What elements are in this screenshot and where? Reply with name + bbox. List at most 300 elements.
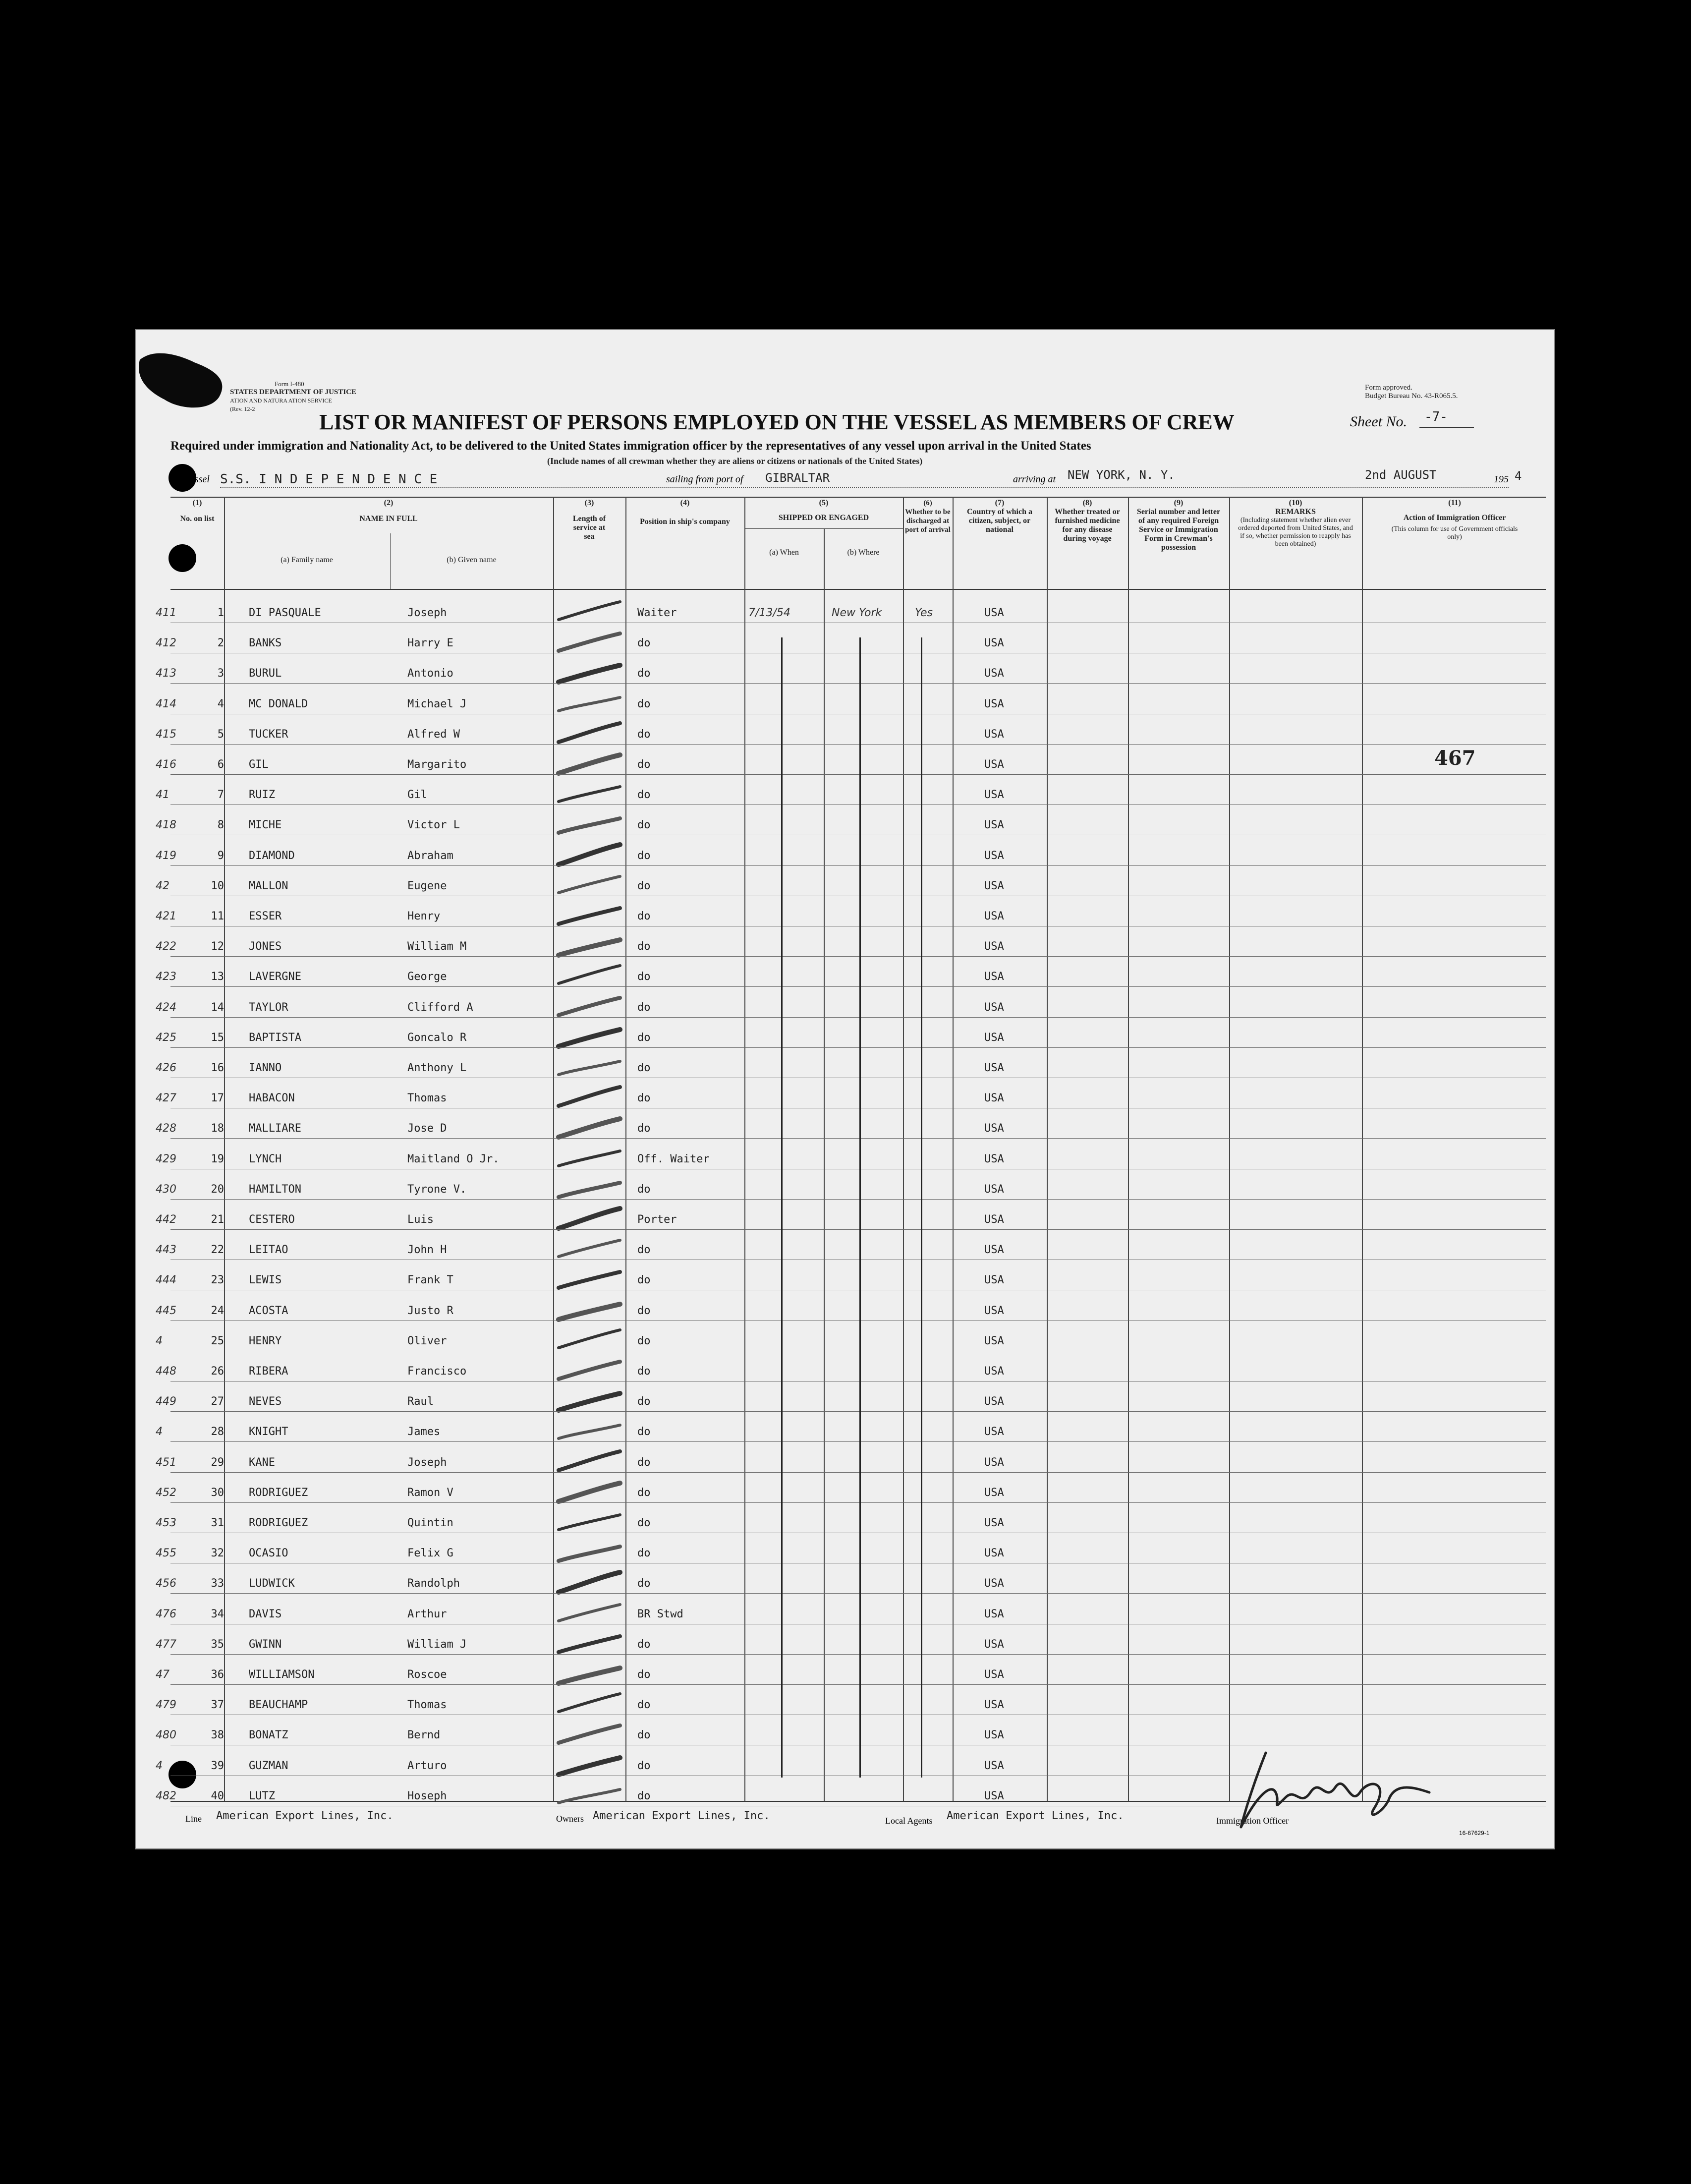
crew-given-name: Victor L xyxy=(407,819,460,832)
crew-given-name: Bernd xyxy=(407,1729,441,1742)
crew-ref-number: 424 xyxy=(156,1001,176,1014)
crew-family-name: LEWIS xyxy=(249,1274,282,1287)
crew-country: USA xyxy=(984,1456,1004,1469)
service-tick-mark xyxy=(555,1296,624,1325)
crew-family-name: LAVERGNE xyxy=(249,971,301,983)
service-tick-mark xyxy=(555,901,624,931)
crew-family-name: GUZMAN xyxy=(249,1759,288,1772)
crew-line-number: 32 xyxy=(211,1547,224,1560)
service-tick-mark xyxy=(555,1751,624,1781)
crew-country: USA xyxy=(984,819,1004,832)
table-row xyxy=(136,780,1554,810)
crew-line-number: 30 xyxy=(211,1486,224,1499)
crew-given-name: Joseph xyxy=(407,1456,447,1469)
crew-line-number: 37 xyxy=(211,1699,224,1712)
crew-position: do xyxy=(637,1547,651,1560)
crew-family-name: NEVES xyxy=(249,1395,282,1408)
crew-ref-number: 47 xyxy=(156,1668,169,1681)
crew-ref-number: 452 xyxy=(156,1486,176,1499)
crew-family-name: HENRY xyxy=(249,1334,282,1347)
col-10-heading: (10) REMARKS (Including statement whether alien ever ordered deported from United States, and if so, whether permission to reapply has been obtained) xyxy=(1238,499,1353,548)
crew-ref-number: 425 xyxy=(156,1031,176,1044)
table-top-rule xyxy=(170,497,1546,498)
table-row xyxy=(136,871,1554,901)
crew-family-name: BEAUCHAMP xyxy=(249,1699,308,1712)
line-value: American Export Lines, Inc. xyxy=(216,1810,394,1822)
table-row xyxy=(136,1023,1554,1053)
crew-line-number: 14 xyxy=(211,1001,224,1014)
col-4-heading: (4) Position in ship's company xyxy=(640,499,730,526)
crew-country: USA xyxy=(984,758,1004,771)
crew-country: USA xyxy=(984,1152,1004,1165)
crew-given-name: Oliver xyxy=(407,1334,447,1347)
crew-country: USA xyxy=(984,1122,1004,1135)
crew-country: USA xyxy=(984,1092,1004,1105)
agents-value: American Export Lines, Inc. xyxy=(947,1810,1124,1822)
when-heading: (a) When xyxy=(769,548,799,557)
crew-family-name: ACOSTA xyxy=(249,1304,288,1317)
crew-country: USA xyxy=(984,1547,1004,1560)
service-tick-mark xyxy=(555,1447,624,1477)
crew-family-name: BAPTISTA xyxy=(249,1031,301,1044)
crew-country: USA xyxy=(984,637,1004,650)
crew-line-number: 6 xyxy=(217,758,224,771)
crew-given-name: Thomas xyxy=(407,1092,447,1105)
crew-country: USA xyxy=(984,1608,1004,1620)
crew-line-number: 13 xyxy=(211,971,224,983)
crew-family-name: BURUL xyxy=(249,667,282,680)
agents-label: Local Agents xyxy=(885,1816,933,1826)
manifest-title: LIST OR MANIFEST OF PERSONS EMPLOYED ON THE VESSEL AS MEMBERS OF CREW xyxy=(319,410,1235,434)
crew-ref-number: 416 xyxy=(156,758,176,771)
crew-line-number: 8 xyxy=(217,819,224,832)
service-tick-mark xyxy=(555,1326,624,1356)
crew-given-name: Randolph xyxy=(407,1577,460,1590)
col-rule xyxy=(390,533,391,589)
crew-country: USA xyxy=(984,697,1004,710)
row-rule xyxy=(170,1593,1546,1594)
crew-ref-number: 427 xyxy=(156,1092,176,1105)
crew-ref-number: 449 xyxy=(156,1395,176,1408)
officer-signature xyxy=(1226,1738,1434,1837)
crew-given-name: Tyrone V. xyxy=(407,1183,467,1196)
table-row xyxy=(136,1690,1554,1720)
sailing-label: sailing from port of xyxy=(666,474,743,485)
crew-country: USA xyxy=(984,879,1004,892)
include-note: (Include names of all crewman whether they are aliens or citizens or nationals of the United States) xyxy=(547,456,923,466)
row-rule xyxy=(170,1654,1546,1655)
crew-position: do xyxy=(637,1092,651,1105)
crew-family-name: HABACON xyxy=(249,1092,295,1105)
voyage-rule xyxy=(220,487,1509,488)
crew-ref-number: 428 xyxy=(156,1122,176,1135)
table-row xyxy=(136,1326,1554,1356)
crew-position: do xyxy=(637,1031,651,1044)
row-rule xyxy=(170,1472,1546,1473)
crew-family-name: DIAMOND xyxy=(249,849,295,862)
table-row xyxy=(136,1144,1554,1174)
crew-position: do xyxy=(637,1062,651,1074)
crew-line-number: 1 xyxy=(217,607,224,619)
service-tick-mark xyxy=(555,598,624,628)
crew-given-name: Arthur xyxy=(407,1608,447,1620)
crew-given-name: Quintin xyxy=(407,1517,453,1529)
crew-given-name: Harry E xyxy=(407,637,453,650)
crew-position: do xyxy=(637,971,651,983)
crew-ref-number: 455 xyxy=(156,1547,176,1560)
crew-ref-number: 41 xyxy=(156,789,169,802)
table-row xyxy=(136,1417,1554,1447)
crew-country: USA xyxy=(984,1699,1004,1712)
crew-discharged: Yes xyxy=(915,607,933,619)
crew-country: USA xyxy=(984,1213,1004,1226)
crew-family-name: GIL xyxy=(249,758,269,771)
service-tick-mark xyxy=(555,1113,624,1143)
table-row xyxy=(136,689,1554,719)
arriving-label: arriving at xyxy=(1013,474,1056,485)
crew-ref-number: 448 xyxy=(156,1365,176,1378)
crew-ref-number: 444 xyxy=(156,1274,176,1287)
crew-country: USA xyxy=(984,1244,1004,1257)
service-tick-mark xyxy=(555,749,624,779)
family-name-heading: (a) Family name xyxy=(281,556,333,564)
crew-line-number: 31 xyxy=(211,1517,224,1529)
service-tick-mark xyxy=(555,1568,624,1598)
crew-shipped-when: 7/13/54 xyxy=(748,607,790,619)
crew-country: USA xyxy=(984,1274,1004,1287)
crew-country: USA xyxy=(984,728,1004,741)
service-tick-mark xyxy=(555,1660,624,1689)
crew-position: do xyxy=(637,1789,651,1802)
crew-family-name: WILLIAMSON xyxy=(249,1668,315,1681)
crew-line-number: 3 xyxy=(217,667,224,680)
table-row xyxy=(136,1296,1554,1326)
crew-position: do xyxy=(637,697,651,710)
crew-position: do xyxy=(637,667,651,680)
crew-line-number: 9 xyxy=(217,849,224,862)
service-tick-mark xyxy=(555,1781,624,1811)
crew-given-name: John H xyxy=(407,1244,447,1257)
crew-given-name: Abraham xyxy=(407,849,453,862)
crew-family-name: DI PASQUALE xyxy=(249,607,321,619)
crew-line-number: 35 xyxy=(211,1638,224,1651)
punch-hole xyxy=(169,544,196,572)
crew-country: USA xyxy=(984,1426,1004,1438)
table-row xyxy=(136,598,1554,628)
crew-given-name: Luis xyxy=(407,1213,434,1226)
crew-position: do xyxy=(637,1274,651,1287)
crew-family-name: ESSER xyxy=(249,910,282,922)
table-row xyxy=(136,1660,1554,1690)
crew-position: do xyxy=(637,728,651,741)
row-rule xyxy=(170,1047,1546,1048)
crew-family-name: KNIGHT xyxy=(249,1426,288,1438)
table-row xyxy=(136,810,1554,840)
crew-given-name: Alfred W xyxy=(407,728,460,741)
crew-position: do xyxy=(637,1577,651,1590)
service-tick-mark xyxy=(555,962,624,991)
service-tick-mark xyxy=(555,1235,624,1264)
crew-line-number: 22 xyxy=(211,1244,224,1257)
table-row xyxy=(136,1478,1554,1508)
crew-ref-number: 413 xyxy=(156,667,176,680)
crew-line-number: 7 xyxy=(217,789,224,802)
crew-given-name: William M xyxy=(407,940,467,953)
crew-position: do xyxy=(637,789,651,802)
crew-position: do xyxy=(637,849,651,862)
crew-position: Off. Waiter xyxy=(637,1152,710,1165)
shipped-subrule xyxy=(744,528,903,529)
crew-line-number: 28 xyxy=(211,1426,224,1438)
service-tick-mark xyxy=(555,1720,624,1750)
crew-family-name: OCASIO xyxy=(249,1547,288,1560)
table-row xyxy=(136,1629,1554,1660)
table-row xyxy=(136,1356,1554,1386)
crew-line-number: 16 xyxy=(211,1062,224,1074)
service-tick-mark xyxy=(555,1023,624,1052)
crew-ref-number: 4 xyxy=(156,1426,163,1438)
crew-family-name: GWINN xyxy=(249,1638,282,1651)
crew-country: USA xyxy=(984,1365,1004,1378)
crew-ref-number: 479 xyxy=(156,1699,176,1712)
crew-ref-number: 443 xyxy=(156,1244,176,1257)
service-tick-mark xyxy=(555,1538,624,1568)
crew-shipped-where: New York xyxy=(832,607,882,619)
department-block: Form I-480 STATES DEPARTMENT OF JUSTICE ATION AND NATURA ATION SERVICE (Rev. 12-2 xyxy=(230,380,356,412)
row-rule xyxy=(170,1138,1546,1139)
crew-ref-number: 4 xyxy=(156,1334,163,1347)
manifest-page xyxy=(135,329,1555,1849)
ink-blot xyxy=(135,350,234,414)
crew-country: USA xyxy=(984,1759,1004,1772)
manifest-subtitle: Required under immigration and Nationality Act, to be delivered to the United States immigration officer by the representatives of any vessel upon arrival in the United States xyxy=(170,439,1091,453)
crew-line-number: 29 xyxy=(211,1456,224,1469)
crew-ref-number: 426 xyxy=(156,1062,176,1074)
crew-position: Porter xyxy=(637,1213,677,1226)
crew-line-number: 25 xyxy=(211,1334,224,1347)
table-row xyxy=(136,749,1554,780)
crew-position: do xyxy=(637,637,651,650)
service-tick-mark xyxy=(555,1417,624,1446)
sheet-number: -7- xyxy=(1424,409,1448,424)
crew-given-name: Gil xyxy=(407,789,427,802)
crew-ref-number: 418 xyxy=(156,819,176,832)
crew-line-number: 39 xyxy=(211,1759,224,1772)
crew-position: do xyxy=(637,819,651,832)
col-8-heading: (8) Whether treated or furnished medicine for any disease during voyage xyxy=(1055,499,1120,543)
vessel-name: S.S. I N D E P E N D E N C E xyxy=(220,472,438,487)
given-name-heading: (b) Given name xyxy=(447,556,497,564)
crew-ref-number: 456 xyxy=(156,1577,176,1590)
crew-given-name: Jose D xyxy=(407,1122,447,1135)
crew-ref-number: 42 xyxy=(156,879,169,892)
crew-given-name: Raul xyxy=(407,1395,434,1408)
crew-given-name: Joseph xyxy=(407,607,447,619)
crew-ref-number: 442 xyxy=(156,1213,176,1226)
crew-line-number: 40 xyxy=(211,1789,224,1802)
crew-family-name: CESTERO xyxy=(249,1213,295,1226)
row-rule xyxy=(170,986,1546,987)
crew-ref-number: 430 xyxy=(156,1183,176,1196)
crew-given-name: Hoseph xyxy=(407,1789,447,1802)
crew-country: USA xyxy=(984,667,1004,680)
crew-ref-number: 480 xyxy=(156,1729,176,1742)
service-tick-mark xyxy=(555,1053,624,1083)
crew-given-name: Henry xyxy=(407,910,441,922)
crew-line-number: 20 xyxy=(211,1183,224,1196)
crew-family-name: BONATZ xyxy=(249,1729,288,1742)
crew-position: do xyxy=(637,1001,651,1014)
crew-position: Waiter xyxy=(637,607,677,619)
col-5-heading: (5) SHIPPED OR ENGAGED xyxy=(778,499,869,522)
header-bottom-rule xyxy=(170,589,1546,590)
col-2-heading: (2) NAME IN FULL xyxy=(359,499,418,523)
service-tick-mark xyxy=(555,1265,624,1295)
service-tick-mark xyxy=(555,1508,624,1538)
table-row xyxy=(136,719,1554,749)
table-row xyxy=(136,931,1554,962)
crew-line-number: 26 xyxy=(211,1365,224,1378)
crew-country: USA xyxy=(984,1304,1004,1317)
crew-ref-number: 411 xyxy=(156,607,176,619)
crew-country: USA xyxy=(984,1789,1004,1802)
row-rule xyxy=(170,683,1546,684)
crew-position: do xyxy=(637,1334,651,1347)
crew-line-number: 2 xyxy=(217,637,224,650)
crew-country: USA xyxy=(984,789,1004,802)
crew-family-name: TAYLOR xyxy=(249,1001,288,1014)
table-row xyxy=(136,628,1554,658)
row-rule xyxy=(170,744,1546,745)
crew-given-name: Margarito xyxy=(407,758,467,771)
crew-ref-number: 482 xyxy=(156,1789,176,1802)
table-row xyxy=(136,658,1554,689)
arriving-port: NEW YORK, N. Y. xyxy=(1068,468,1175,482)
crew-line-number: 36 xyxy=(211,1668,224,1681)
crew-line-number: 5 xyxy=(217,728,224,741)
table-row xyxy=(136,1205,1554,1235)
crew-country: USA xyxy=(984,1395,1004,1408)
service-tick-mark xyxy=(555,1478,624,1507)
crew-ref-number: 4 xyxy=(156,1759,163,1772)
crew-given-name: Goncalo R xyxy=(407,1031,467,1044)
crew-country: USA xyxy=(984,1729,1004,1742)
crew-given-name: William J xyxy=(407,1638,467,1651)
crew-line-number: 15 xyxy=(211,1031,224,1044)
table-row xyxy=(136,992,1554,1023)
crew-position: do xyxy=(637,1365,651,1378)
crew-given-name: Clifford A xyxy=(407,1001,473,1014)
crew-given-name: Anthony L xyxy=(407,1062,467,1074)
crew-family-name: MALLON xyxy=(249,879,288,892)
crew-position: do xyxy=(637,940,651,953)
service-tick-mark xyxy=(555,1599,624,1629)
crew-country: USA xyxy=(984,1062,1004,1074)
row-rule xyxy=(170,865,1546,866)
crew-position: do xyxy=(637,1759,651,1772)
crew-country: USA xyxy=(984,607,1004,619)
crew-country: USA xyxy=(984,1183,1004,1196)
crew-position: do xyxy=(637,1729,651,1742)
approval-note: Form approved. Budget Bureau No. 43-R065.5. xyxy=(1365,384,1458,400)
crew-line-number: 18 xyxy=(211,1122,224,1135)
crew-country: USA xyxy=(984,1638,1004,1651)
table-row xyxy=(136,901,1554,931)
service-tick-mark xyxy=(555,1386,624,1416)
row-rule xyxy=(170,1199,1546,1200)
table-row xyxy=(136,1265,1554,1295)
crew-position: do xyxy=(637,1517,651,1529)
ditto-line xyxy=(781,637,783,1778)
crew-line-number: 21 xyxy=(211,1213,224,1226)
crew-family-name: KANE xyxy=(249,1456,275,1469)
crew-family-name: MC DONALD xyxy=(249,697,308,710)
voyage-line xyxy=(170,470,1528,490)
crew-line-number: 38 xyxy=(211,1729,224,1742)
crew-given-name: Maitland O Jr. xyxy=(407,1152,500,1165)
crew-ref-number: 414 xyxy=(156,697,176,710)
table-row xyxy=(136,1447,1554,1478)
col-3-heading: (3) Length of service at sea xyxy=(572,499,606,541)
line-label: Line xyxy=(185,1814,202,1824)
crew-country: USA xyxy=(984,1517,1004,1529)
col-9-heading: (9) Serial number and letter of any required Foreign Service or Immigration Form in Crewman's possession xyxy=(1136,499,1221,552)
crew-line-number: 33 xyxy=(211,1577,224,1590)
where-heading: (b) Where xyxy=(847,548,880,557)
service-tick-mark xyxy=(555,1629,624,1659)
year-suffix: 4 xyxy=(1515,469,1522,483)
crew-position: do xyxy=(637,1244,651,1257)
service-tick-mark xyxy=(555,871,624,901)
crew-given-name: Ramon V xyxy=(407,1486,453,1499)
crew-ref-number: 451 xyxy=(156,1456,176,1469)
year-prefix: 195 xyxy=(1494,474,1509,485)
crew-ref-number: 429 xyxy=(156,1152,176,1165)
service-tick-mark xyxy=(555,1690,624,1720)
row-rule xyxy=(170,1411,1546,1412)
crew-country: USA xyxy=(984,940,1004,953)
crew-family-name: TUCKER xyxy=(249,728,288,741)
crew-given-name: Francisco xyxy=(407,1365,467,1378)
crew-position: do xyxy=(637,1699,651,1712)
table-row xyxy=(136,1386,1554,1417)
crew-country: USA xyxy=(984,1001,1004,1014)
crew-given-name: Thomas xyxy=(407,1699,447,1712)
service-tick-mark xyxy=(555,689,624,719)
service-tick-mark xyxy=(555,780,624,809)
crew-ref-number: 445 xyxy=(156,1304,176,1317)
crew-position: BR Stwd xyxy=(637,1608,683,1620)
crew-ref-number: 476 xyxy=(156,1608,176,1620)
crew-ref-number: 421 xyxy=(156,910,176,922)
crew-ref-number: 422 xyxy=(156,940,176,953)
col-1-heading: (1) No. on list xyxy=(180,499,215,523)
service-tick-mark xyxy=(555,1205,624,1234)
crew-position: do xyxy=(637,1395,651,1408)
crew-position: do xyxy=(637,879,651,892)
crew-family-name: LUDWICK xyxy=(249,1577,295,1590)
col-11-heading: (11) Action of Immigration Officer (This column for use of Government officials only) xyxy=(1391,499,1518,541)
service-tick-mark xyxy=(555,1174,624,1204)
crew-family-name: BANKS xyxy=(249,637,282,650)
crew-country: USA xyxy=(984,849,1004,862)
service-tick-mark xyxy=(555,841,624,870)
row-rule xyxy=(170,1502,1546,1503)
owners-value: American Export Lines, Inc. xyxy=(593,1810,770,1822)
crew-given-name: Michael J xyxy=(407,697,467,710)
crew-country: USA xyxy=(984,971,1004,983)
table-row xyxy=(136,962,1554,992)
